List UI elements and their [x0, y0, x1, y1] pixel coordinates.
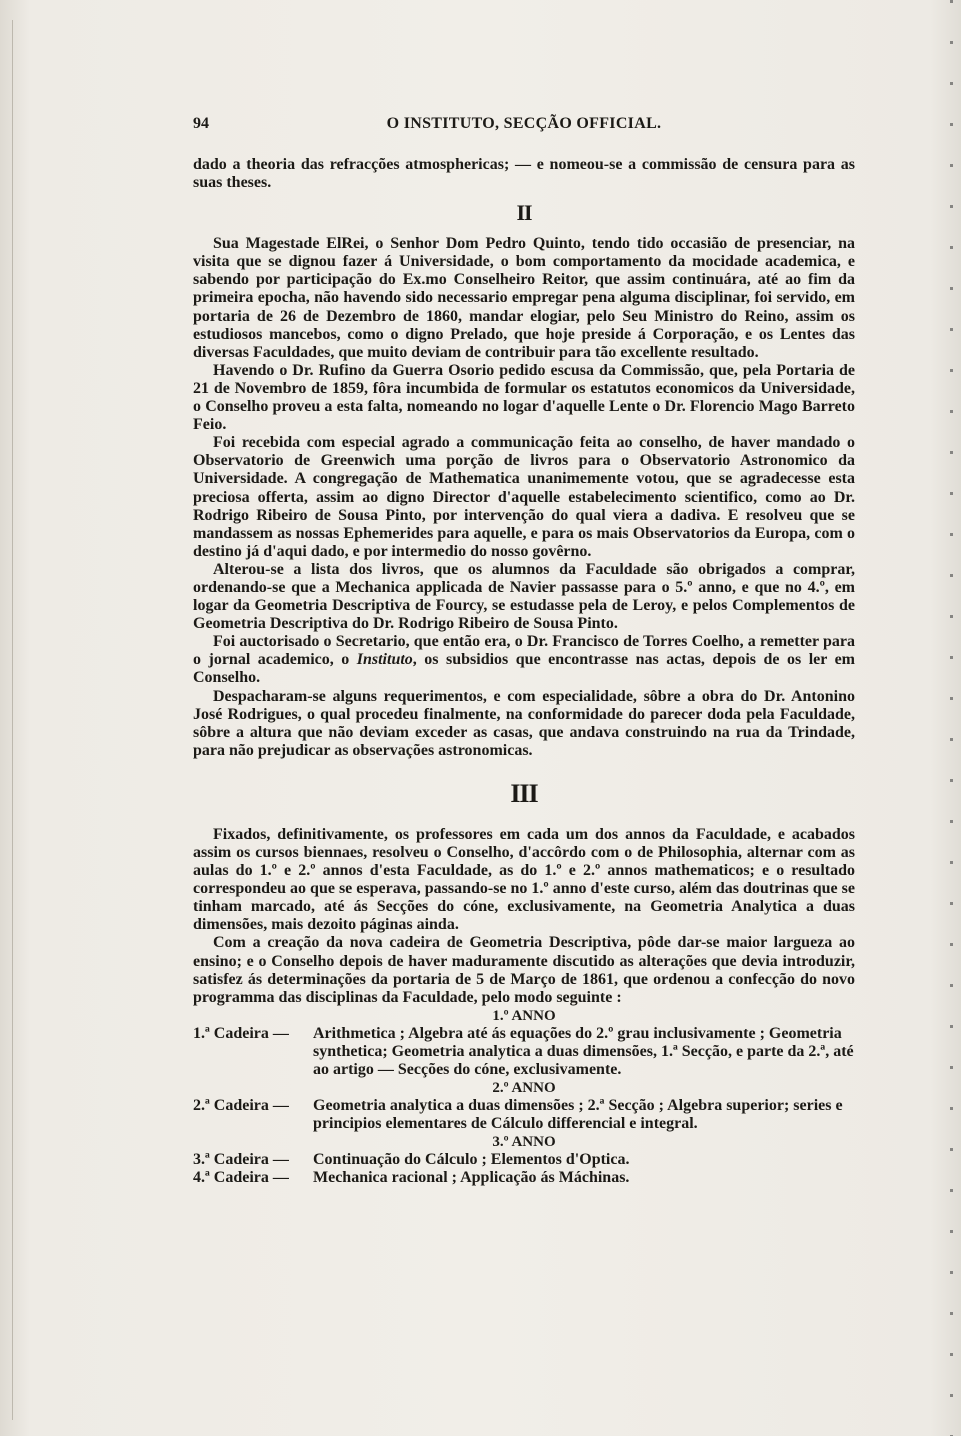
intro-paragraph: dado a theoria das refracções atmosphericas; — e nomeou-se a commissão de censura para as suas theses.: [193, 156, 855, 192]
paragraph: Com a creação da nova cadeira de Geometria Descriptiva, pôde dar-se maior largueza ao ensino; e o Conselho depois de haver maduramente discutido as alterações que devia introduzir, satisfez ás determinações da portaria de 5 de Março de 1861, que ordenou a confecção do novo programma das disciplinas da Faculdade, pelo modo seguinte :: [193, 934, 855, 1006]
paragraph: Foi recebida com especial agrado a communicação feita ao conselho, de haver mandado o Observatorio de Greenwich uma porção de livros para o Observatorio Astronomico da Universidade. A congregação de Mathematica unanimemente votou, que se agradecesse esta preciosa offerta, assim ao digno Director d'aquelle estabelecimento scientifico, como ao Dr. Rodrigo Ribeiro de Sousa Pinto, por intervenção do qual viera a dadiva. E resolveu que se mandassem as nossas Ephemerides para aquelle, e para os mais Observatorios da Europa, com o destino já d'aqui dado, e por intermedio do nosso govêrno.: [193, 434, 855, 560]
page-header: [193, 115, 855, 139]
paragraph: [193, 633, 855, 687]
cadeira-text: Geometria analytica a duas dimensões ; 2.ª Secção ; Algebra superior; series e principios elementares de Cálculo differencial e integral.: [313, 1097, 843, 1133]
journal-title: Instituto: [356, 651, 413, 669]
paragraph: Fixados, definitivamente, os professores em cada um dos annos da Faculdade, e acabados assim os cursos biennaes, resolveu o Conselho, d'accôrdo com o de Philosophia, alternar com as aulas do 1.º e 2.º annos d'esta Faculdade, as do 1.º e 2.º annos mathematicos; e o resultado correspondeu ao que se esperava, passando-se no 1.º anno d'este curso, além das doutrinas que se tinham marcado, até ás Secções do cóne, exclusivamente, na Geometria Analytica a duas dimensões, mais dezoito páginas ainda.: [193, 825, 855, 934]
section-numeral-iii: III: [510, 778, 538, 808]
paragraph-text: Foi auctorisado o Secretario, que então era, o Dr. Francisco de Torres Coelho, a remetter para o jornal academico, o: [193, 633, 855, 669]
scan-fold-line: [12, 20, 13, 1420]
cadeira-entry: [193, 1025, 855, 1079]
cadeira-label: 3.ª Cadeira —: [193, 1151, 289, 1169]
cadeira-label: 2.ª Cadeira —: [193, 1097, 289, 1115]
cadeira-text: Arithmetica ; Algebra até ás equações do 2.º grau inclusivamente ; Geometria synthetica; Geometria analytica a duas dimensões, 1.ª Secção, e parte da 2.ª, até ao artigo — Secções do cóne, exclusivamente.: [313, 1024, 854, 1079]
cadeira-label: 4.ª Cadeira —: [193, 1169, 289, 1187]
cadeira-entry: [193, 1151, 855, 1169]
cadeira-label: 1.ª Cadeira —: [193, 1024, 289, 1042]
paragraph: Despacharam-se alguns requerimentos, e com especialidade, sôbre a obra do Dr. Antonino José Rodrigues, o qual procedeu finalmente, na conformidade do parecer doda pela Faculdade, sôbre a altura que não deviam exceder as casas, que andava construindo na rua da Trindade, para não prejudicar as observações astronomicas.: [193, 687, 855, 759]
cadeira-text: Mechanica racional ; Applicação ás Máchinas.: [313, 1169, 630, 1187]
paragraph-text: , os subsidios que encontrasse nas actas, depois de os ler em Conselho.: [193, 651, 856, 687]
cadeira-entry: [193, 1169, 855, 1187]
running-title: O INSTITUTO, SECÇÃO OFFICIAL.: [386, 115, 662, 132]
page-body: [193, 156, 855, 1188]
paragraph: Sua Magestade ElRei, o Senhor Dom Pedro Quinto, tendo tido occasião de presenciar, na visita que se dignou fazer á Universidade, o bom comportamento da mocidade academica, e sabendo por participação do Ex.mo Conselheiro Reitor, que assim continuára, até ao fim da primeira epocha, não havendo sido necessario empregar pena alguma disciplinar, foi servido, em portaria de 26 de Dezembro de 1860, mandar elogiar, pelo Seu Ministro do Reino, assim os estudiosos mancebos, como o digno Prelado, que hoje preside á Corporação, e os Lentes das diversas Faculdades, que muito deviam de contribuir para tão excellente resultado.: [193, 235, 855, 361]
year-heading: 2.º ANNO: [492, 1080, 556, 1097]
year-heading: 3.º ANNO: [492, 1134, 556, 1151]
paragraph: Alterou-se a lista dos livros, que os alumnos da Faculdade são obrigados a comprar, ordenando-se que a Mechanica applicada de Navier passasse para o 5.º anno, e que no 4.º, em logar da Geometria Descriptiva de Fourcy, se estudasse pela de Leroy, e pelos Complementos de Geometria Descriptiva do Dr. Rodrigo Ribeiro de Sousa Pinto.: [193, 560, 855, 633]
binding-edge-marks: [950, 0, 953, 1436]
page-number: 94: [193, 115, 209, 132]
cadeira-entry: [193, 1097, 855, 1133]
year-heading: 1.º ANNO: [492, 1007, 556, 1024]
section-numeral-ii: II: [516, 200, 532, 226]
cadeira-text: Continuação do Cálculo ; Elementos d'Optica.: [313, 1151, 630, 1169]
paragraph: Havendo o Dr. Rufino da Guerra Osorio pedido escusa da Commissão, que, pela Portaria de 21 de Novembro de 1859, fôra incumbida de formular os estatutos economicos da Universidade, o Conselho proveu a esta falta, nomeando no logar d'aquelle Lente o Dr. Florencio Mago Barreto Feio.: [193, 361, 855, 434]
